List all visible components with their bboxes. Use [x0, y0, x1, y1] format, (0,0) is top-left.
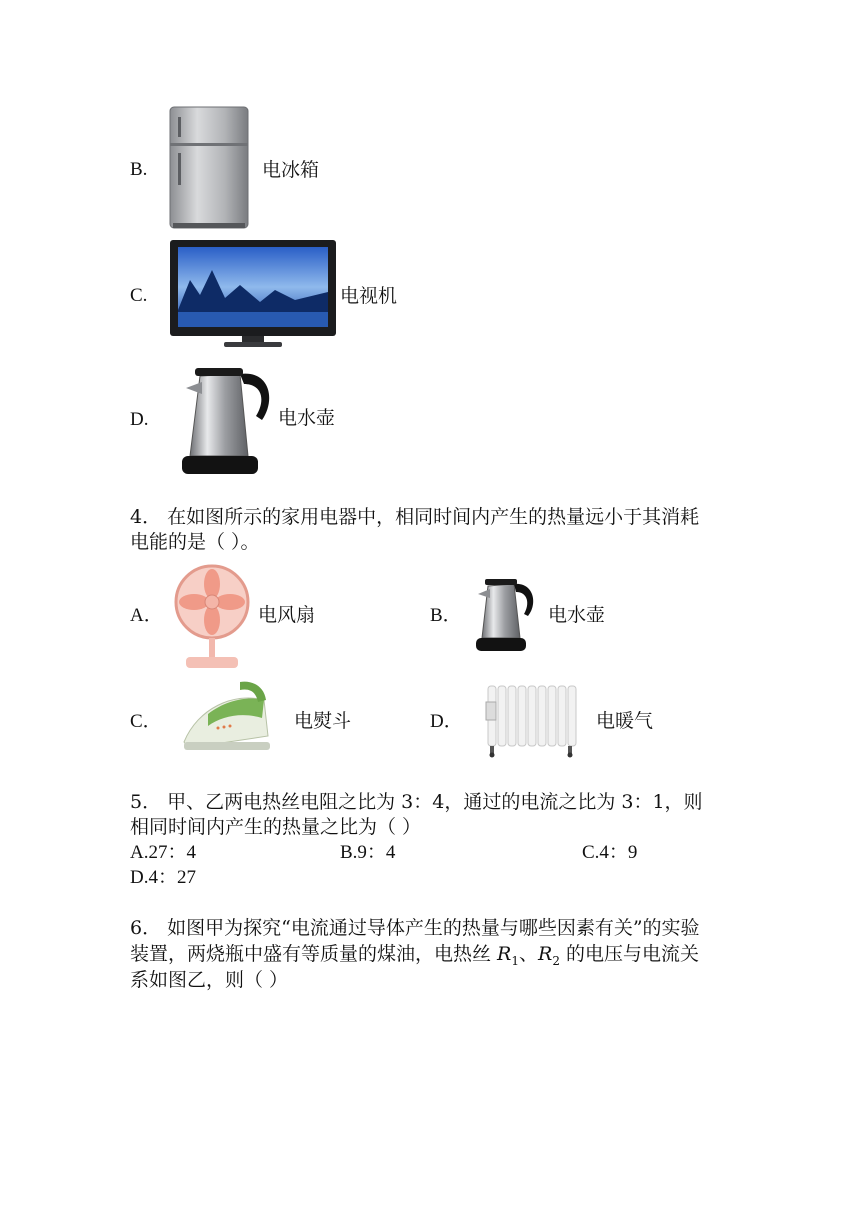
electric-iron-icon	[178, 672, 274, 756]
refrigerator-icon	[165, 105, 255, 231]
q3-option-d-letter: D.	[130, 409, 149, 430]
television-icon	[170, 240, 336, 348]
q3-option-c-label: 电视机	[340, 285, 398, 307]
electric-kettle-icon	[170, 360, 278, 478]
q4-option-d-label: 电暖气	[596, 710, 654, 732]
q5-option-c: C.4：9	[582, 842, 638, 863]
q4-option-b-label: 电水壶	[548, 604, 606, 626]
q6-stem-line3: 系如图乙，则（ ）	[130, 969, 289, 991]
q6-stem-line2-a: 装置，两烧瓶中盛有等质量的煤油，电热丝	[130, 943, 498, 965]
q4-option-b-letter: B．	[430, 605, 462, 626]
q5-option-b: B.9：4	[340, 842, 396, 863]
q4-option-a-label: 电风扇	[258, 604, 316, 626]
r2-subscript: 2	[552, 953, 560, 968]
q4-option-c-label: 电熨斗	[294, 710, 352, 732]
q5-stem-line1: 5． 甲、乙两电热丝电阻之比为 3：4，通过的电流之比为 3：1，则	[130, 791, 703, 813]
q3-option-b-label: 电冰箱	[262, 159, 320, 181]
q3-option-b-letter: B.	[130, 159, 148, 180]
electric-heater-icon	[480, 680, 586, 758]
q6-stem-line1: 6． 如图甲为探究“电流通过导体产生的热量与哪些因素有关”的实验	[130, 917, 700, 939]
q4-stem-line1: 4． 在如图所示的家用电器中，相同时间内产生的热量远小于其消耗	[130, 506, 700, 528]
q6-stem-line2-b: 的电压与电流关	[559, 943, 700, 965]
electric-fan-icon	[172, 562, 256, 672]
r1-symbol: R	[497, 943, 512, 965]
q5-option-d: D.4：27	[130, 867, 196, 888]
electric-kettle-icon	[470, 574, 538, 654]
q4-option-a-letter: A．	[130, 605, 163, 626]
r2-symbol: R	[538, 943, 553, 965]
r1-subscript: 1	[511, 953, 519, 968]
q5-stem-line2: 相同时间内产生的热量之比为（ ）	[130, 816, 422, 838]
q6-separator: 、	[519, 943, 539, 965]
q4-option-d-letter: D．	[430, 711, 463, 732]
q4-stem-line2: 电能的是（ ）。	[130, 531, 260, 553]
q5-option-a: A.27：4	[130, 842, 196, 863]
q4-option-c-letter: C．	[130, 711, 162, 732]
q3-option-c-letter: C.	[130, 285, 148, 306]
q3-option-d-label: 电水壶	[278, 407, 336, 429]
